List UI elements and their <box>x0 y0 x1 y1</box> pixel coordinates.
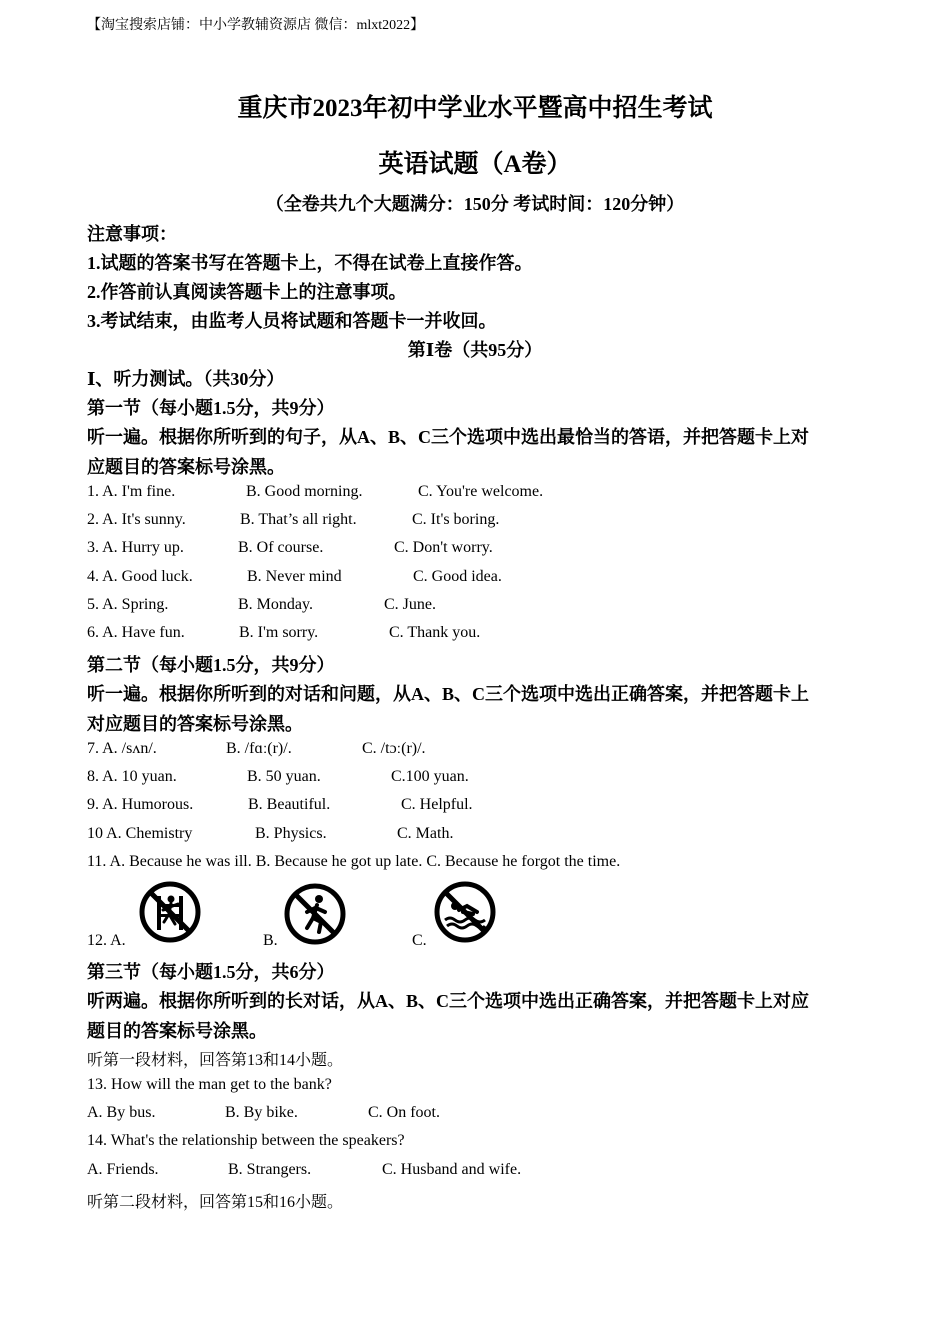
option-b: B. Strangers. <box>228 1161 312 1178</box>
question-13: 13. How will the man get to the bank? <box>87 1076 332 1093</box>
option-b: B. Of course. <box>238 539 324 556</box>
volume-title: 第Ⅰ卷（共95分） <box>407 340 543 360</box>
option-a: A. By bus. <box>87 1104 156 1121</box>
option-c: C. You're welcome. <box>418 483 544 500</box>
option-a: 10 A. Chemistry <box>87 825 193 842</box>
option-a: 1. A. I'm fine. <box>87 483 176 500</box>
option-c: C. June. <box>384 596 436 613</box>
option-a: 3. A. Hurry up. <box>87 539 184 556</box>
option-b: B. Never mind <box>247 568 342 585</box>
option-c: C. <box>412 932 427 949</box>
option-b: B. I'm sorry. <box>239 624 319 641</box>
option-c: C. Math. <box>397 825 454 842</box>
option-c: C. Thank you. <box>389 624 481 641</box>
section-title: 第三节（每小题1.5分，共6分） <box>87 962 335 982</box>
page-title: 重庆市2023年初中学业水平暨高中招生考试 <box>237 95 713 122</box>
question-14: 14. What's the relationship between the speakers? <box>87 1132 405 1149</box>
option-b: B. Physics. <box>255 825 327 842</box>
option-a: A. Friends. <box>87 1161 159 1178</box>
material-intro: 听第二段材料，回答第15和16小题。 <box>87 1194 344 1211</box>
option-c: C. /tɔː(r)/. <box>362 740 426 757</box>
header-note: 【淘宝搜索店铺：中小学教辅资源店 微信：mlxt2022】 <box>87 18 425 33</box>
option-c: C. Don't worry. <box>394 539 493 556</box>
section-instruction: 听一遍。根据你所听到的句子，从A、B、C三个选项中选出最恰当的答语，并把答题卡上对 <box>87 427 809 447</box>
option-b: B. That’s all right. <box>240 511 357 528</box>
section-instruction: 对应题目的答案标号涂黑。 <box>87 714 303 734</box>
option-a: 4. A. Good luck. <box>87 568 193 585</box>
exam-info: （全卷共九个大题满分：150分 考试时间：120分钟） <box>265 194 685 214</box>
option-b: B. By bike. <box>225 1104 298 1121</box>
part-title: Ⅰ、听力测试。（共30分） <box>87 369 285 389</box>
page-subtitle: 英语试题（A卷） <box>378 151 572 178</box>
option-a: 9. A. Humorous. <box>87 796 194 813</box>
note-item: 2.作答前认真阅读答题卡上的注意事项。 <box>87 282 407 302</box>
option-a: 8. A. 10 yuan. <box>87 768 177 785</box>
section-instruction: 应题目的答案标号涂黑。 <box>87 457 285 477</box>
option-b: B. /fɑː(r)/. <box>226 740 292 757</box>
section-title: 第一节（每小题1.5分，共9分） <box>87 398 335 418</box>
option-a: 6. A. Have fun. <box>87 624 185 641</box>
note-item: 1.试题的答案书写在答题卡上，不得在试卷上直接作答。 <box>87 253 533 273</box>
option-a: 12. A. <box>87 932 126 949</box>
material-intro: 听第一段材料，回答第13和14小题。 <box>87 1052 344 1069</box>
notes-heading: 注意事项： <box>87 224 177 244</box>
option-c: C.100 yuan. <box>391 768 469 785</box>
option-b: B. Monday. <box>238 596 313 613</box>
no-running-sign-icon <box>283 882 347 946</box>
option-c: C. It's boring. <box>412 511 500 528</box>
option-b: B. Beautiful. <box>248 796 331 813</box>
option-b: B. 50 yuan. <box>247 768 321 785</box>
no-swimming-sign-icon <box>433 880 497 944</box>
option-c: C. Helpful. <box>401 796 473 813</box>
option-a: 7. A. /sʌn/. <box>87 740 157 757</box>
option-c: C. On foot. <box>368 1104 440 1121</box>
option-a: 2. A. It's sunny. <box>87 511 186 528</box>
option-b: B. Good morning. <box>246 483 363 500</box>
option-a: 5. A. Spring. <box>87 596 169 613</box>
section-instruction: 听一遍。根据你所听到的对话和问题，从A、B、C三个选项中选出正确答案，并把答题卡上 <box>87 684 809 704</box>
question-11: 11. A. Because he was ill. B. Because he got up late. C. Because he forgot the time. <box>87 853 621 870</box>
section-instruction: 题目的答案标号涂黑。 <box>87 1021 267 1041</box>
option-b: B. <box>263 932 278 949</box>
no-climbing-sign-icon <box>138 880 202 944</box>
section-title: 第二节（每小题1.5分，共9分） <box>87 655 335 675</box>
option-c: C. Good idea. <box>413 568 502 585</box>
option-c: C. Husband and wife. <box>382 1161 522 1178</box>
section-instruction: 听两遍。根据你所听到的长对话，从A、B、C三个选项中选出正确答案，并把答题卡上对应 <box>87 991 809 1011</box>
note-item: 3.考试结束，由监考人员将试题和答题卡一并收回。 <box>87 311 497 331</box>
